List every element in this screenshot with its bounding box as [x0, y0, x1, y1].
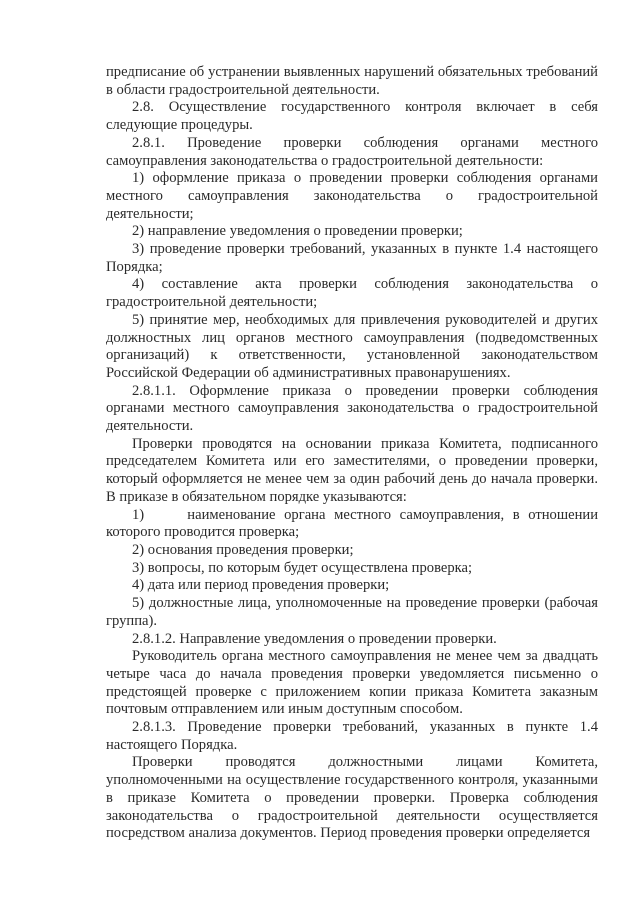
order-item-2: 2) основания проведения проверки;: [132, 541, 354, 558]
paragraph-2-8-1: 2.8.1. Проведение проверки соблюдения органами местного самоуправления законодательства о градостроительной деятельности:: [106, 134, 598, 169]
order-item-4: 4) дата или период проведения проверки;: [132, 577, 390, 594]
paragraph-checks-basis: Проверки проводятся на основании приказа Комитета, подписанного председателем Комитета или его заместителями, о проведении проверки, который оформляется не менее чем за один рабочий день до начала проверки. В приказе в обязательном порядке указываются:: [106, 435, 598, 505]
paragraph-notification: Руководитель органа местного самоуправления не менее чем за двадцать четыре часа до начала проведения проверки уведомляется письменно о предстоящей проверке с приложением копии приказа Комитета заказным почтовым отправлением или иным доступным способом.: [106, 648, 598, 718]
paragraph-checks-conducted: Проверки проводятся должностными лицами Комитета, уполномоченными на осуществление государственного контроля, указанными в приказе Комитета о проведении проверки. Проверка соблюдения законодательства о градостроительной деятельности осуществляется посредством анализа документов. Период проведения проверки определяется: [106, 754, 598, 842]
list-item-3: 3) проведение проверки требований, указанных в пункте 1.4 настоящего Порядка;: [106, 241, 598, 275]
paragraph-2-8-1-1: 2.8.1.1. Оформление приказа о проведении проверки соблюдения органами местного самоуправления законодательства о градостроительной деятельности.: [106, 382, 598, 435]
paragraph-2-8: 2.8. Осуществление государственного контроля включает в себя следующие процедуры.: [106, 99, 598, 134]
document-body: [106, 64, 602, 843]
order-item-1: 1) наименование органа местного самоуправления, в отношении которого проводится проверка;: [106, 506, 602, 541]
paragraph-2-8-1-2: 2.8.1.2. Направление уведомления о проведении проверки.: [132, 630, 497, 647]
list-item-4: 4) составление акта проверки соблюдения законодательства о градостроительной деятельности;: [106, 276, 598, 311]
list-item-2: 2) направление уведомления о проведении проверки;: [132, 223, 463, 240]
paragraph-2-8-1-3: 2.8.1.3. Проведение проверки требований, указанных в пункте 1.4 настоящего Порядка.: [106, 719, 598, 753]
list-item-1: 1) оформление приказа о проведении проверки соблюдения органами местного самоуправления законодательства о градостроительной деятельности;: [106, 170, 598, 222]
order-item-5: 5) должностные лица, уполномоченные на проведение проверки (рабочая группа).: [106, 595, 598, 629]
list-item-5: 5) принятие мер, необходимых для привлечения руководителей и других должностных лиц органов местного самоуправления (подведомственных организаций) к ответственности, установленной законодательством Российской Федерации об административных правонарушениях.: [106, 311, 598, 381]
order-item-3: 3) вопросы, по которым будет осуществлена проверка;: [132, 559, 473, 576]
paragraph-intro: предписание об устранении выявленных нарушений обязательных требований в области градостроительной деятельности.: [106, 64, 598, 98]
